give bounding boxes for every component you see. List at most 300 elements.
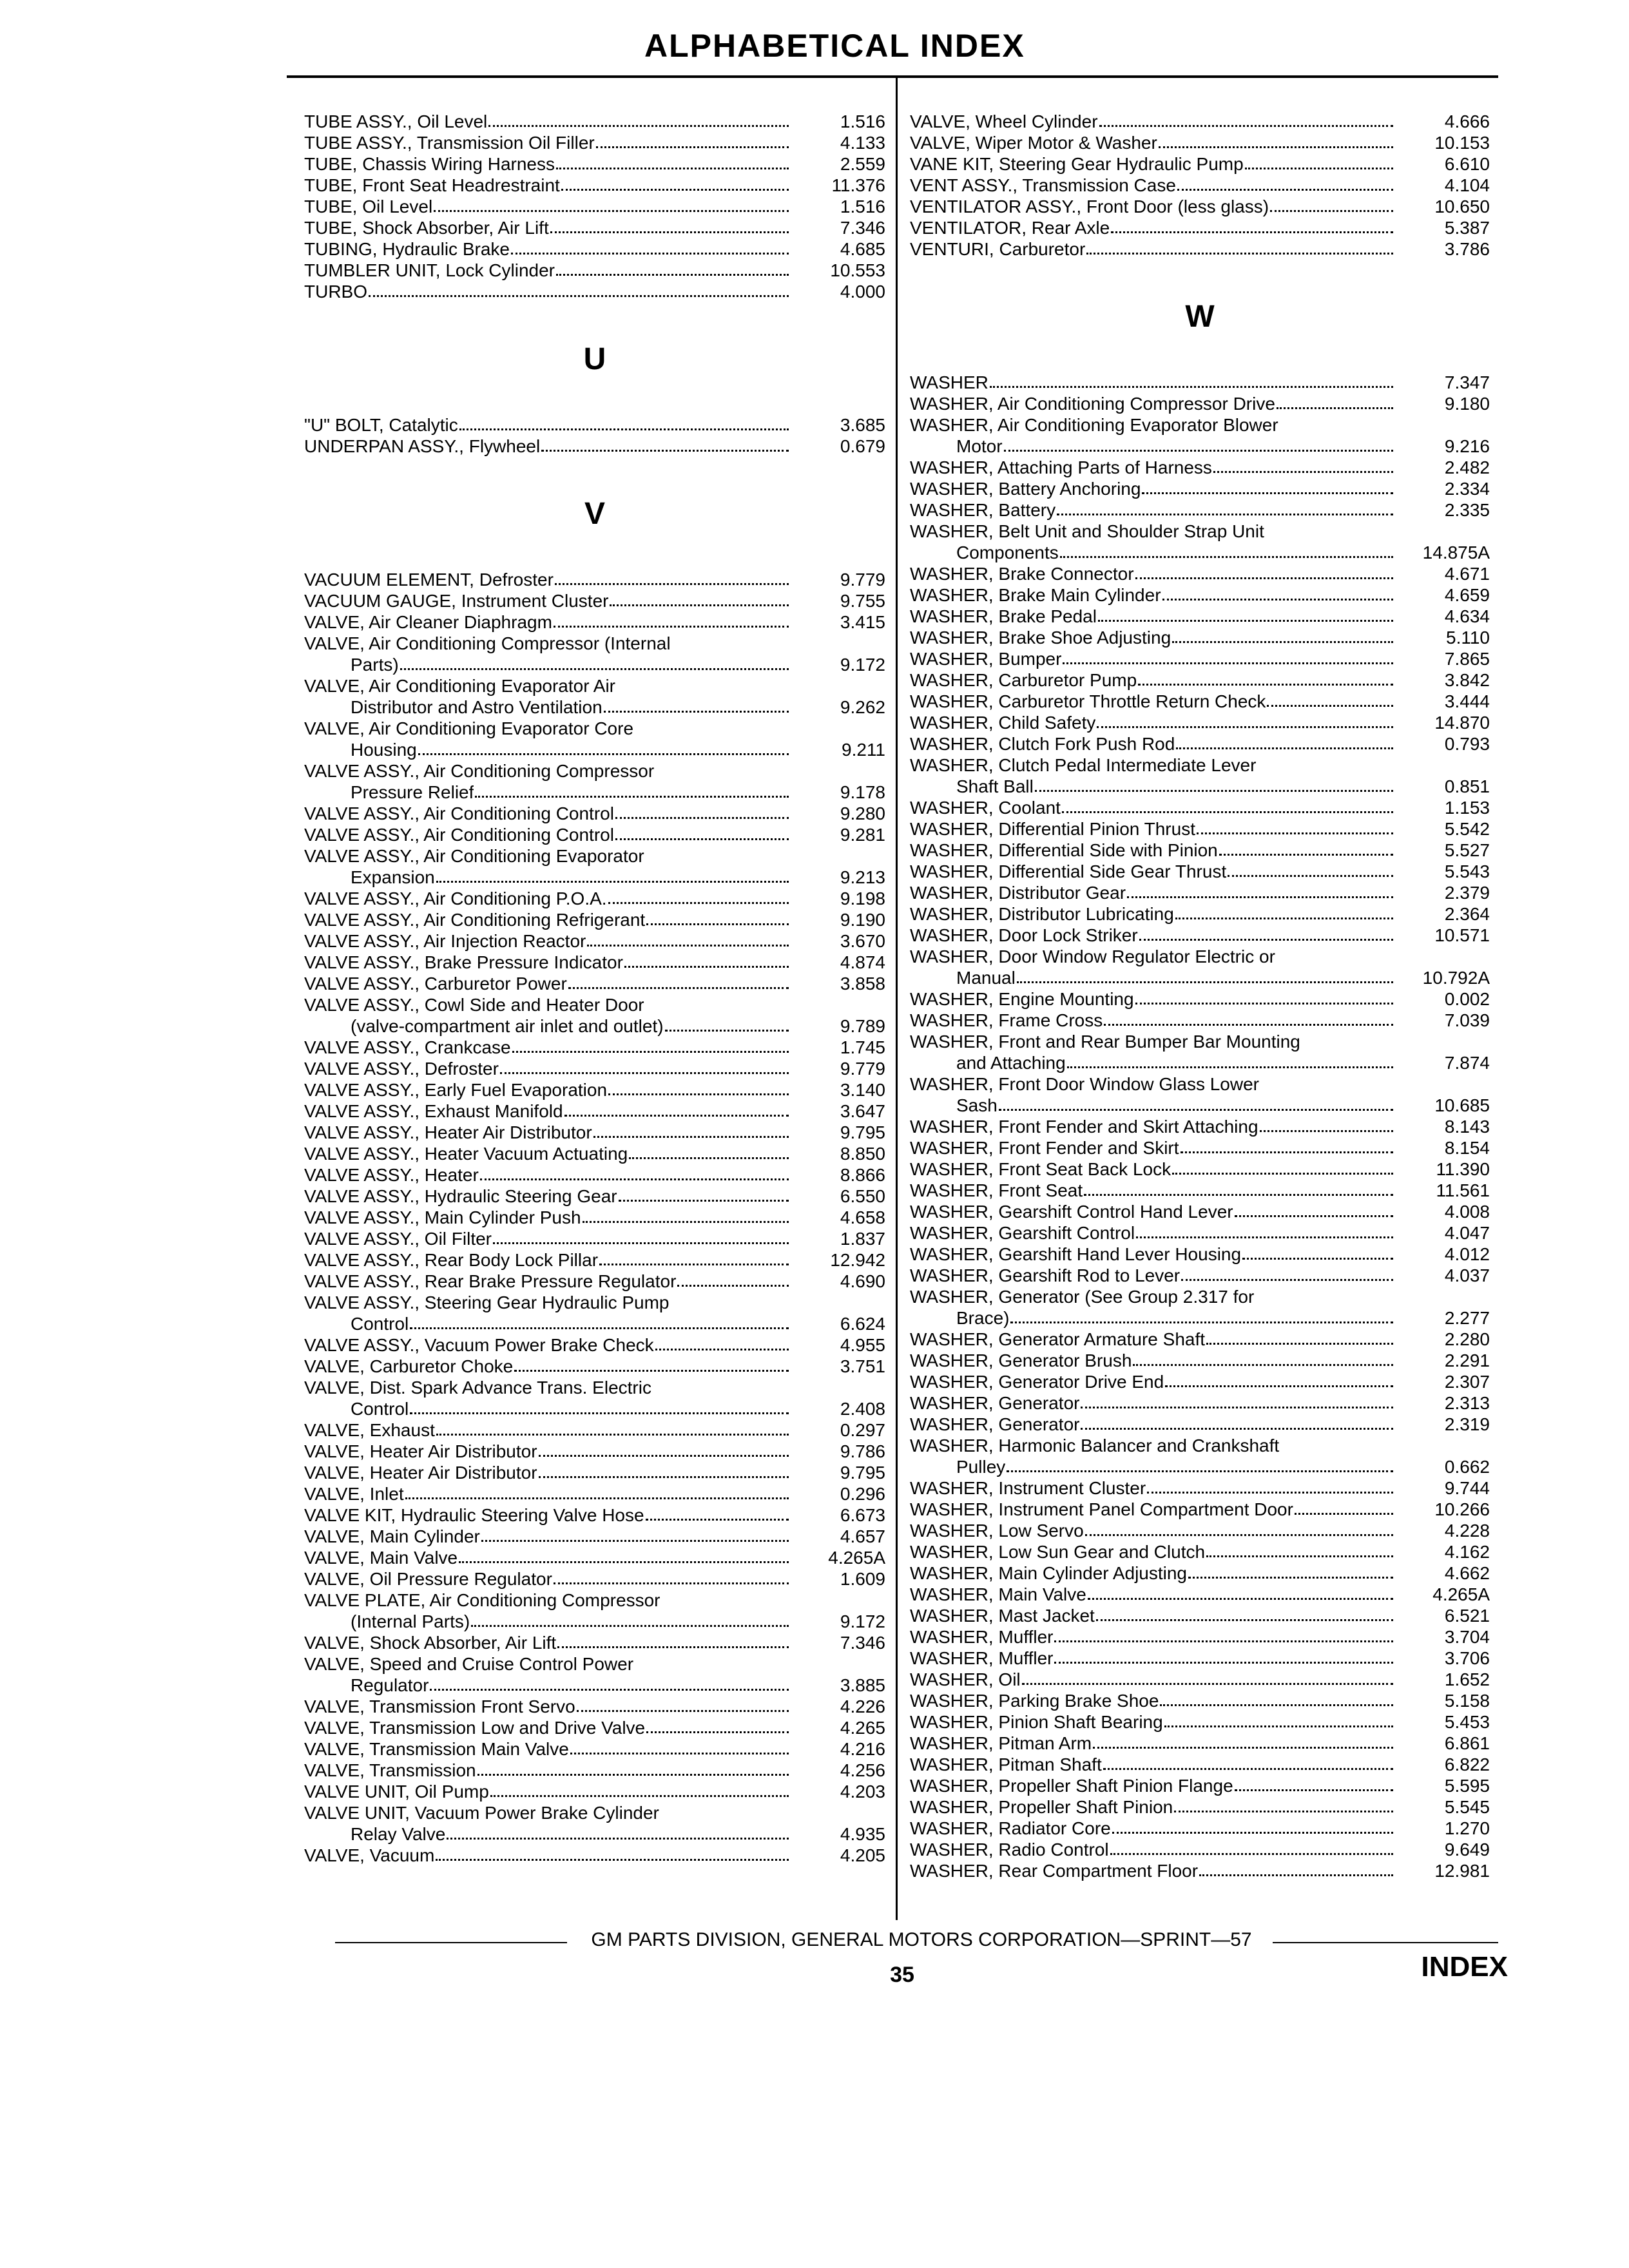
entry-page-ref: 9.280 — [840, 803, 885, 823]
entry-label: WASHER, Gearshift Hand Lever Housing — [910, 1244, 1242, 1264]
entry-page-ref: 4.265A — [1432, 1584, 1490, 1604]
entry-page-ref: 4.634 — [1444, 606, 1490, 626]
entry-page-ref: 3.706 — [1444, 1648, 1490, 1668]
dot-leader — [1267, 705, 1393, 707]
dot-leader — [1081, 1407, 1393, 1408]
index-entry — [910, 1371, 1490, 1392]
entry-label: WASHER, Differential Side with Pinion — [910, 840, 1218, 860]
index-entry — [304, 1334, 885, 1356]
entry-label: VALVE, Transmission Front Servo — [304, 1696, 575, 1716]
entry-page-ref: 8.850 — [840, 1144, 885, 1164]
index-entry — [910, 1711, 1490, 1733]
dot-leader — [490, 1795, 789, 1797]
entry-label: WASHER, Door Lock Striker — [910, 925, 1138, 945]
entry-label: WASHER, Battery — [910, 500, 1056, 520]
index-entry — [910, 1818, 1490, 1839]
entry-label: WASHER, Carburetor Throttle Return Check — [910, 691, 1266, 711]
entry-label: Sash — [956, 1095, 998, 1115]
entry-label: VALVE, Heater Air Distributor — [304, 1441, 537, 1461]
entry-page-ref: 9.795 — [840, 1463, 885, 1483]
entry-label: VENTILATOR, Rear Axle — [910, 218, 1110, 238]
dot-leader — [665, 1030, 789, 1032]
column-divider — [896, 77, 898, 1920]
index-entry — [304, 654, 885, 675]
index-entry — [910, 712, 1490, 733]
entry-label: WASHER, Muffler — [910, 1627, 1054, 1647]
entry-label: TUBING, Hydraulic Brake — [304, 239, 510, 259]
index-entry — [910, 1733, 1490, 1754]
entry-label: WASHER, Belt Unit and Shoulder Strap Unit — [910, 521, 1264, 541]
index-entry — [910, 478, 1490, 499]
entry-page-ref: 9.786 — [840, 1441, 885, 1461]
entry-page-ref: 6.822 — [1444, 1754, 1490, 1774]
dot-leader — [990, 386, 1393, 388]
dot-leader — [1147, 1492, 1393, 1494]
index-entry — [910, 1775, 1490, 1796]
entry-page-ref: 5.387 — [1444, 218, 1490, 238]
entry-label: WASHER, Instrument Panel Compartment Door — [910, 1499, 1293, 1519]
entry-label: WASHER, Low Sun Gear and Clutch — [910, 1542, 1206, 1562]
entry-label: WASHER, Pitman Shaft — [910, 1754, 1102, 1774]
dot-leader — [1062, 811, 1393, 813]
entry-label: VALVE PLATE, Air Conditioning Compressor — [304, 1590, 660, 1610]
index-entry — [304, 930, 885, 952]
index-entry — [910, 1520, 1490, 1541]
entry-label: WASHER, Front Seat Back Lock — [910, 1159, 1171, 1179]
index-entry — [304, 994, 885, 1015]
index-entry — [910, 1754, 1490, 1775]
entry-page-ref: 4.657 — [840, 1526, 885, 1546]
index-entry — [304, 1611, 885, 1632]
entry-label: Parts) — [351, 655, 399, 675]
entry-page-ref: 4.685 — [840, 239, 885, 259]
entry-page-ref: 1.516 — [840, 197, 885, 216]
index-entry — [304, 1547, 885, 1568]
entry-page-ref: 4.658 — [840, 1207, 885, 1227]
dot-leader — [1245, 168, 1393, 169]
footer-rule-left — [335, 1942, 567, 1943]
dot-leader — [500, 1072, 789, 1074]
dot-leader — [550, 231, 789, 233]
entry-page-ref: 9.172 — [840, 655, 885, 675]
entry-label: WASHER, Door Window Regulator Electric or — [910, 947, 1275, 966]
entry-page-ref: 0.002 — [1444, 989, 1490, 1009]
dot-leader — [615, 817, 789, 819]
entry-label: VALVE KIT, Hydraulic Steering Valve Hose — [304, 1505, 644, 1525]
entry-page-ref: 1.609 — [840, 1569, 885, 1589]
section-letter: U — [583, 342, 606, 376]
index-entry — [910, 776, 1490, 797]
entry-label: Housing — [351, 740, 417, 760]
entry-page-ref: 2.335 — [1444, 500, 1490, 520]
index-entry — [304, 888, 885, 909]
index-entry — [304, 1738, 885, 1760]
entry-label: WASHER, Main Cylinder Adjusting — [910, 1563, 1188, 1583]
section-letter: W — [1185, 300, 1215, 334]
dot-leader — [1054, 1662, 1393, 1664]
index-entry — [304, 217, 885, 238]
entry-page-ref: 4.012 — [1444, 1244, 1490, 1264]
entry-page-ref: 4.205 — [840, 1845, 885, 1865]
dot-leader — [557, 1646, 789, 1648]
entry-page-ref: 0.679 — [840, 436, 885, 456]
entry-page-ref: 2.313 — [1444, 1393, 1490, 1413]
index-entry — [910, 669, 1490, 691]
entry-label: TUBE ASSY., Oil Level — [304, 111, 488, 131]
index-entry — [304, 175, 885, 196]
entry-label: VANE KIT, Steering Gear Hydraulic Pump — [910, 154, 1244, 174]
index-entry — [910, 1158, 1490, 1180]
dot-leader — [1177, 189, 1393, 191]
entry-label: VALVE, Inlet — [304, 1484, 404, 1504]
index-entry — [910, 1286, 1490, 1307]
entry-label: VALVE ASSY., Rear Brake Pressure Regulator — [304, 1271, 677, 1291]
entry-page-ref: 6.521 — [1444, 1606, 1490, 1626]
index-entry — [304, 1079, 885, 1100]
entry-page-ref: 9.779 — [840, 570, 885, 590]
dot-leader — [599, 1264, 789, 1265]
entry-page-ref: 6.861 — [1444, 1733, 1490, 1753]
entry-page-ref: 2.408 — [840, 1399, 885, 1419]
entry-label: VALVE, Speed and Cruise Control Power — [304, 1654, 634, 1674]
entry-label: WASHER, Brake Connector — [910, 564, 1134, 584]
dot-leader — [514, 1370, 789, 1372]
dot-leader — [556, 274, 789, 276]
index-entry — [304, 1802, 885, 1823]
entry-label: Control — [351, 1399, 409, 1419]
dot-leader — [1088, 1598, 1393, 1600]
entry-page-ref: 0.297 — [840, 1420, 885, 1440]
entry-label: (valve-compartment air inlet and outlet) — [351, 1016, 664, 1036]
index-entry — [910, 1052, 1490, 1073]
entry-page-ref: 3.842 — [1444, 670, 1490, 690]
entry-label: TUBE, Shock Absorber, Air Lift — [304, 218, 549, 238]
index-entry — [304, 633, 885, 654]
entry-label: VALVE, Dist. Spark Advance Trans. Electric — [304, 1378, 651, 1398]
index-entry — [910, 733, 1490, 754]
entry-page-ref: 9.795 — [840, 1122, 885, 1142]
entry-page-ref: 3.140 — [840, 1080, 885, 1100]
index-entry — [304, 1015, 885, 1037]
dot-leader — [488, 125, 789, 127]
entry-label: VALVE, Air Conditioning Compressor (Internal — [304, 633, 671, 653]
dot-leader — [459, 1561, 789, 1563]
index-entry — [910, 1435, 1490, 1456]
entry-label: VALVE, Transmission Low and Drive Valve — [304, 1718, 646, 1738]
entry-label: WASHER, Bumper — [910, 649, 1062, 669]
dot-leader — [655, 1349, 789, 1350]
entry-label: Regulator — [351, 1675, 429, 1695]
index-entry — [304, 1207, 885, 1228]
dot-leader — [570, 1753, 789, 1754]
entry-page-ref: 5.595 — [1444, 1776, 1490, 1796]
entry-page-ref: 10.553 — [830, 260, 885, 280]
footer-text: GM PARTS DIVISION, GENERAL MOTORS CORPORATION—SPRINT—57 — [591, 1929, 1252, 1950]
entry-label: (Internal Parts) — [351, 1611, 470, 1631]
dot-leader — [646, 1519, 789, 1521]
index-entry — [304, 1037, 885, 1058]
index-entry — [910, 648, 1490, 669]
entry-label: WASHER, Instrument Cluster — [910, 1478, 1146, 1498]
dot-leader — [608, 902, 789, 904]
dot-leader — [1174, 1811, 1393, 1812]
entry-label: WASHER, Radio Control — [910, 1840, 1109, 1860]
index-entry — [910, 1222, 1490, 1244]
dot-leader — [1219, 854, 1393, 856]
entry-label: VALVE, Air Cleaner Diaphragm — [304, 612, 552, 632]
entry-page-ref: 2.482 — [1444, 457, 1490, 477]
dot-leader — [493, 1242, 789, 1244]
entry-page-ref: 3.685 — [840, 415, 885, 435]
entry-page-ref: 7.346 — [840, 1633, 885, 1653]
dot-leader — [1213, 471, 1393, 473]
index-entry — [304, 590, 885, 611]
entry-page-ref: 14.870 — [1434, 713, 1490, 733]
entry-page-ref: 10.650 — [1434, 197, 1490, 216]
entry-page-ref: 4.666 — [1444, 111, 1490, 131]
entry-page-ref: 9.211 — [842, 740, 885, 760]
dot-leader — [596, 146, 789, 148]
entry-label: VALVE, Air Conditioning Evaporator Air — [304, 676, 615, 696]
entry-label: VALVE ASSY., Heater — [304, 1165, 479, 1185]
dot-leader — [1085, 1534, 1393, 1536]
entry-page-ref: 4.133 — [840, 133, 885, 153]
entry-page-ref: 0.793 — [1444, 734, 1490, 754]
entry-page-ref: 5.158 — [1444, 1691, 1490, 1711]
index-entry — [304, 1696, 885, 1717]
entry-page-ref: 4.228 — [1444, 1521, 1490, 1541]
entry-page-ref: 4.000 — [840, 282, 885, 302]
dot-leader — [583, 1221, 789, 1223]
index-entry — [304, 1845, 885, 1866]
entry-label: WASHER, Parking Brake Shoe — [910, 1691, 1159, 1711]
dot-leader — [608, 1093, 789, 1095]
entry-page-ref: 9.779 — [840, 1059, 885, 1079]
index-entry — [910, 1669, 1490, 1690]
index-entry — [910, 372, 1490, 393]
entry-page-ref: 9.198 — [840, 889, 885, 908]
entry-page-ref: 4.935 — [840, 1824, 885, 1844]
entry-label: WASHER, Child Safety — [910, 713, 1096, 733]
entry-page-ref: 9.262 — [840, 697, 885, 717]
entry-label: Pulley — [956, 1457, 1006, 1477]
index-entry — [304, 909, 885, 930]
entry-label: WASHER, Front and Rear Bumper Bar Mounting — [910, 1032, 1300, 1052]
index-entry — [910, 1839, 1490, 1860]
dot-leader — [1004, 450, 1393, 452]
entry-page-ref: 3.670 — [840, 931, 885, 951]
dot-leader — [477, 1774, 789, 1776]
entry-page-ref: 2.291 — [1444, 1350, 1490, 1370]
entry-label: VALVE, Transmission — [304, 1760, 476, 1780]
entry-page-ref: 2.280 — [1444, 1329, 1490, 1349]
index-entry — [304, 1419, 885, 1441]
dot-leader — [1007, 1470, 1393, 1472]
entry-page-ref: 4.955 — [840, 1335, 885, 1355]
entry-page-ref: 10.571 — [1434, 925, 1490, 945]
dot-leader — [1111, 231, 1393, 233]
dot-leader — [577, 1710, 789, 1712]
index-entry — [304, 952, 885, 973]
dot-leader — [1165, 1385, 1393, 1387]
index-entry — [910, 1073, 1490, 1095]
entry-label: WASHER, Pinion Shaft Bearing — [910, 1712, 1163, 1732]
dot-leader — [1093, 1747, 1393, 1749]
entry-label: VALVE, Main Valve — [304, 1548, 458, 1568]
dot-leader — [619, 1200, 789, 1202]
dot-leader — [1160, 1704, 1393, 1706]
dot-leader — [1206, 1555, 1393, 1557]
entry-page-ref: 7.346 — [840, 218, 885, 238]
entry-label: VALVE, Oil Pressure Regulator — [304, 1569, 552, 1589]
dot-leader — [400, 668, 789, 670]
dot-leader — [1135, 577, 1393, 579]
dot-leader — [1022, 1683, 1393, 1685]
entry-label: VALVE ASSY., Air Conditioning P.O.A. — [304, 889, 607, 908]
page-title: ALPHABETICAL INDEX — [644, 28, 1025, 64]
entry-page-ref: 2.559 — [840, 154, 885, 174]
entry-page-ref: 3.751 — [840, 1356, 885, 1376]
entry-page-ref: 12.942 — [830, 1250, 885, 1270]
index-entry — [910, 1541, 1490, 1562]
dot-leader — [1063, 662, 1393, 664]
entry-label: WASHER, Clutch Pedal Intermediate Lever — [910, 755, 1257, 775]
entry-page-ref: 14.875A — [1422, 543, 1490, 562]
entry-label: Shaft Ball — [956, 776, 1034, 796]
entry-label: WASHER, Main Valve — [910, 1584, 1086, 1604]
index-entry — [304, 973, 885, 994]
entry-page-ref: 10.153 — [1434, 133, 1490, 153]
index-entry — [910, 1031, 1490, 1052]
entry-label: TURBO — [304, 282, 367, 302]
index-entry — [304, 1313, 885, 1334]
index-entry — [910, 1201, 1490, 1222]
entry-label: VALVE ASSY., Hydraulic Steering Gear — [304, 1186, 617, 1206]
dot-leader — [1139, 939, 1393, 941]
entry-label: VALVE ASSY., Defroster — [304, 1059, 499, 1079]
dot-leader — [1057, 514, 1393, 515]
entry-page-ref: 4.037 — [1444, 1265, 1490, 1285]
dot-leader — [556, 168, 789, 169]
index-entry — [910, 499, 1490, 521]
index-entry — [304, 1632, 885, 1653]
entry-label: VENT ASSY., Transmission Case — [910, 175, 1176, 195]
index-entry — [910, 132, 1490, 153]
index-entry — [910, 1414, 1490, 1435]
entry-page-ref: 9.744 — [1444, 1478, 1490, 1498]
index-entry — [304, 1228, 885, 1249]
dot-leader — [436, 1859, 789, 1861]
entry-label: "U" BOLT, Catalytic — [304, 415, 458, 435]
entry-page-ref: 4.047 — [1444, 1223, 1490, 1243]
entry-page-ref: 4.104 — [1444, 175, 1490, 195]
index-entry — [910, 1499, 1490, 1520]
index-entry — [304, 1356, 885, 1377]
entry-label: VALVE, Air Conditioning Evaporator Core — [304, 718, 634, 738]
index-entry — [304, 1717, 885, 1738]
index-entry — [910, 988, 1490, 1010]
entry-label: VACUUM GAUGE, Instrument Cluster — [304, 591, 609, 611]
dot-leader — [1138, 684, 1393, 686]
entry-label: VALVE, Carburetor Choke — [304, 1356, 514, 1376]
entry-page-ref: 2.319 — [1444, 1414, 1490, 1434]
entry-page-ref: 9.180 — [1444, 394, 1490, 414]
index-entry — [910, 175, 1490, 196]
entry-page-ref: 9.649 — [1444, 1840, 1490, 1860]
index-entry — [910, 542, 1490, 563]
dot-leader — [1060, 556, 1393, 558]
dot-leader — [1099, 125, 1393, 127]
entry-page-ref: 9.789 — [840, 1016, 885, 1036]
dot-leader — [1086, 253, 1393, 255]
index-entry — [910, 1137, 1490, 1158]
entry-page-ref: 5.527 — [1444, 840, 1490, 860]
entry-page-ref: 6.624 — [840, 1314, 885, 1334]
section-letter: V — [584, 497, 605, 531]
index-entry — [304, 1377, 885, 1398]
entry-label: VALVE, Vacuum — [304, 1845, 435, 1865]
entry-label: Brace) — [956, 1308, 1010, 1328]
entry-page-ref: 9.213 — [840, 867, 885, 887]
index-entry — [304, 1504, 885, 1526]
index-entry — [304, 1058, 885, 1079]
entry-label: WASHER, Mast Jacket — [910, 1606, 1095, 1626]
entry-page-ref: 4.216 — [840, 1739, 885, 1759]
entry-page-ref: 3.704 — [1444, 1627, 1490, 1647]
entry-page-ref: 8.154 — [1444, 1138, 1490, 1158]
index-column-right — [910, 111, 1490, 1881]
index-entry — [304, 1441, 885, 1462]
index-entry — [910, 414, 1490, 436]
entry-page-ref: 2.379 — [1444, 883, 1490, 903]
dot-leader — [1084, 1194, 1393, 1196]
entry-page-ref: 7.874 — [1444, 1053, 1490, 1073]
index-entry — [304, 697, 885, 718]
entry-label: Manual — [956, 968, 1016, 988]
index-entry — [304, 1249, 885, 1271]
dot-leader — [593, 1136, 789, 1138]
dot-leader — [436, 881, 789, 883]
dot-leader — [1175, 918, 1393, 919]
entry-label: WASHER, Coolant — [910, 798, 1061, 818]
index-entry — [910, 238, 1490, 260]
dot-leader — [1135, 1003, 1393, 1004]
title-rule — [287, 75, 1498, 78]
dot-leader — [1172, 1173, 1393, 1175]
entry-page-ref: 5.543 — [1444, 861, 1490, 881]
index-entry — [910, 1265, 1490, 1286]
entry-label: WASHER, Battery Anchoring — [910, 479, 1141, 499]
index-entry — [910, 1350, 1490, 1371]
entry-page-ref: 10.685 — [1434, 1095, 1490, 1115]
entry-label: TUBE ASSY., Transmission Oil Filler — [304, 133, 595, 153]
dot-leader — [1242, 1258, 1393, 1260]
entry-page-ref: 6.550 — [840, 1186, 885, 1206]
entry-label: WASHER — [910, 372, 988, 392]
entry-page-ref: 3.415 — [840, 612, 885, 632]
entry-label: TUBE, Front Seat Headrestraint — [304, 175, 560, 195]
entry-label: Pressure Relief — [351, 782, 474, 802]
index-entry — [910, 1562, 1490, 1584]
index-entry — [910, 606, 1490, 627]
index-entry — [304, 824, 885, 845]
index-entry — [910, 967, 1490, 988]
entry-label: VALVE UNIT, Vacuum Power Brake Cylinder — [304, 1803, 659, 1823]
entry-page-ref: 4.662 — [1444, 1563, 1490, 1583]
index-entry — [304, 1122, 885, 1143]
dot-leader — [1199, 1874, 1393, 1876]
dot-leader — [1235, 1789, 1393, 1791]
